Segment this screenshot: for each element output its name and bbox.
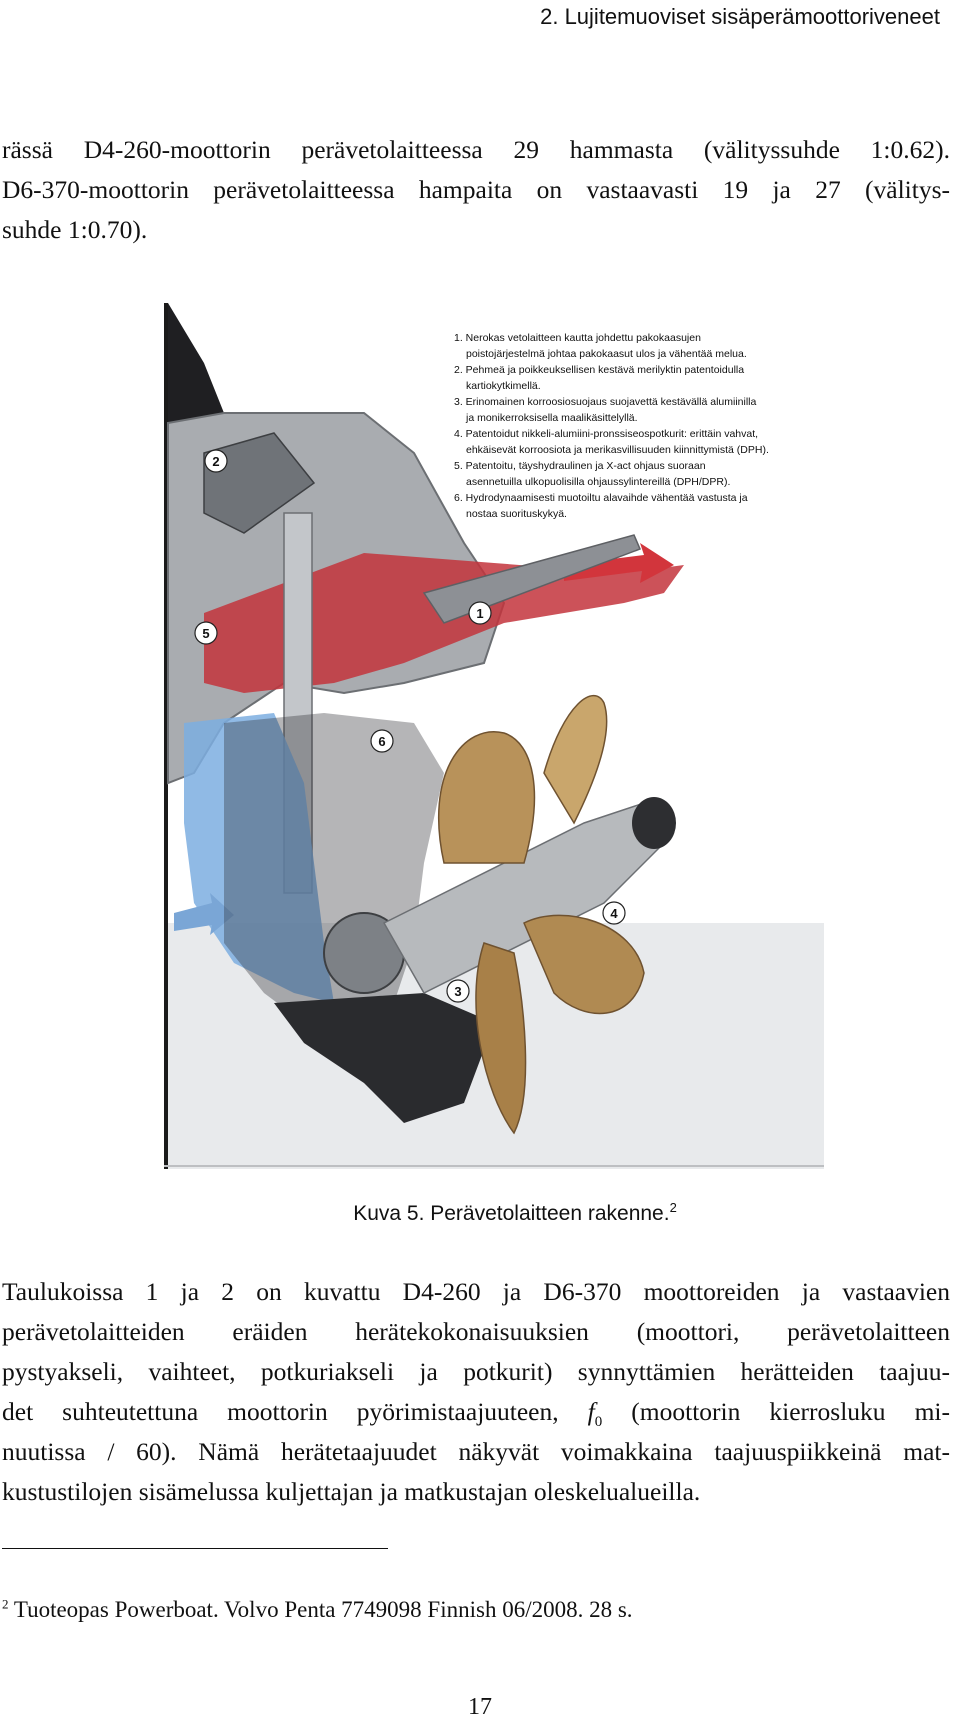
sterndrive-figure [164, 303, 824, 1169]
sterndrive-illustration [164, 303, 824, 1169]
callout-3 [447, 980, 469, 1002]
svg-text:5: 5 [202, 626, 210, 641]
footnote-separator [2, 1548, 388, 1549]
text-line: D6-370-moottorin perävetolaitteessa hampaita on vastaavasti 19 ja 27 (välitys- [2, 175, 950, 204]
text-line: suhde 1:0.70). [2, 215, 148, 244]
legend-line: nostaa suorituskykyä. [466, 508, 567, 520]
shaft-exhaust-outlet [632, 797, 676, 849]
caption-footnote-ref: 2 [669, 1200, 677, 1215]
legend-line: kartiokytkimellä. [466, 380, 541, 392]
legend-line: poistojärjestelmä johtaa pakokaasut ulos ja vähentää melua. [466, 348, 747, 360]
footnote [2, 1597, 633, 1623]
caption-text: Kuva 5. Perävetolaitteen rakenne. [353, 1202, 670, 1225]
legend-line: ja monikerroksisella maalikäsittelyllä. [466, 412, 638, 424]
legend-line: 6. Hydrodynaamisesti muotoiltu alavaihde vähentää vastusta ja [454, 492, 748, 504]
text-line [2, 1392, 950, 1432]
callout-5 [195, 622, 217, 644]
legend-line: 4. Patentoidut nikkeli-alumiini-pronssiseospotkurit: erittäin vahvat, [454, 428, 759, 440]
legend-line: 3. Erinomainen korroosiosuojaus suojavettä kestävällä alumiinilla [454, 396, 757, 408]
legend-line: 5. Patentoitu, täyshydraulinen ja X-act ohjaus suoraan [454, 460, 706, 472]
svg-text:3: 3 [454, 984, 462, 999]
text-segment: det suhteutettuna moottorin pyörimistaajuuteen, [2, 1397, 588, 1426]
callout-4 [603, 902, 625, 924]
footnote-text: Tuoteopas Powerboat. Volvo Penta 7749098 Finnish 06/2008. 28 s. [8, 1597, 633, 1622]
svg-text:6: 6 [378, 734, 386, 749]
frequency-subscript: 0 [594, 1414, 603, 1431]
callout-1 [469, 602, 491, 624]
svg-text:4: 4 [610, 906, 618, 921]
svg-text:1: 1 [476, 606, 484, 621]
bottom-line [164, 1165, 824, 1167]
text-line: pystyakseli, vaihteet, potkuriakseli ja potkurit) synnyttämien herätteiden taajuu- [2, 1357, 950, 1386]
svg-text:2: 2 [212, 454, 220, 469]
propeller-blade [439, 732, 535, 863]
callout-6 [371, 730, 393, 752]
legend-line: ehkäisevät korroosiota ja merikasvillisuuden kiinnittymistä (DPH). [466, 444, 769, 456]
figure-legend [454, 332, 769, 520]
text-line: perävetolaitteiden eräiden herätekokonaisuuksien (moottori, perävetolaitteen [2, 1317, 950, 1346]
callout-2 [205, 450, 227, 472]
body-paragraph [2, 1272, 950, 1512]
text-segment: (moottorin kierrosluku mi- [602, 1397, 950, 1426]
legend-line: asennetuilla ulkopuolisilla ohjaussylintereillä (DPH/DPR). [466, 476, 731, 488]
intro-paragraph [2, 130, 950, 250]
text-line: nuutissa / 60). Nämä herätetaajuudet näkyvät voimakkaina taajuuspiikkeinä mat- [2, 1437, 950, 1466]
figure-caption [0, 1202, 960, 1226]
text-line: Taulukoissa 1 ja 2 on kuvattu D4-260 ja D6-370 moottoreiden ja vastaavien [2, 1277, 950, 1306]
footnote-number: 2 [2, 1596, 9, 1612]
running-header: 2. Lujitemuoviset sisäperämoottoriveneet [540, 4, 940, 29]
text-line: kustustilojen sisämelussa kuljettajan ja matkustajan oleskelualueilla. [2, 1477, 701, 1506]
legend-line: 2. Pehmeä ja poikkeuksellisen kestävä merilyktin patentoidulla [454, 364, 745, 376]
frequency-symbol: f [587, 1397, 595, 1426]
page-number: 17 [468, 1694, 492, 1720]
text-line: rässä D4-260-moottorin perävetolaitteessa 29 hammasta (välityssuhde 1:0.62). [2, 135, 950, 164]
propeller-blade [544, 696, 607, 823]
legend-line: 1. Nerokas vetolaitteen kautta johdettu pakokaasujen [454, 332, 701, 344]
